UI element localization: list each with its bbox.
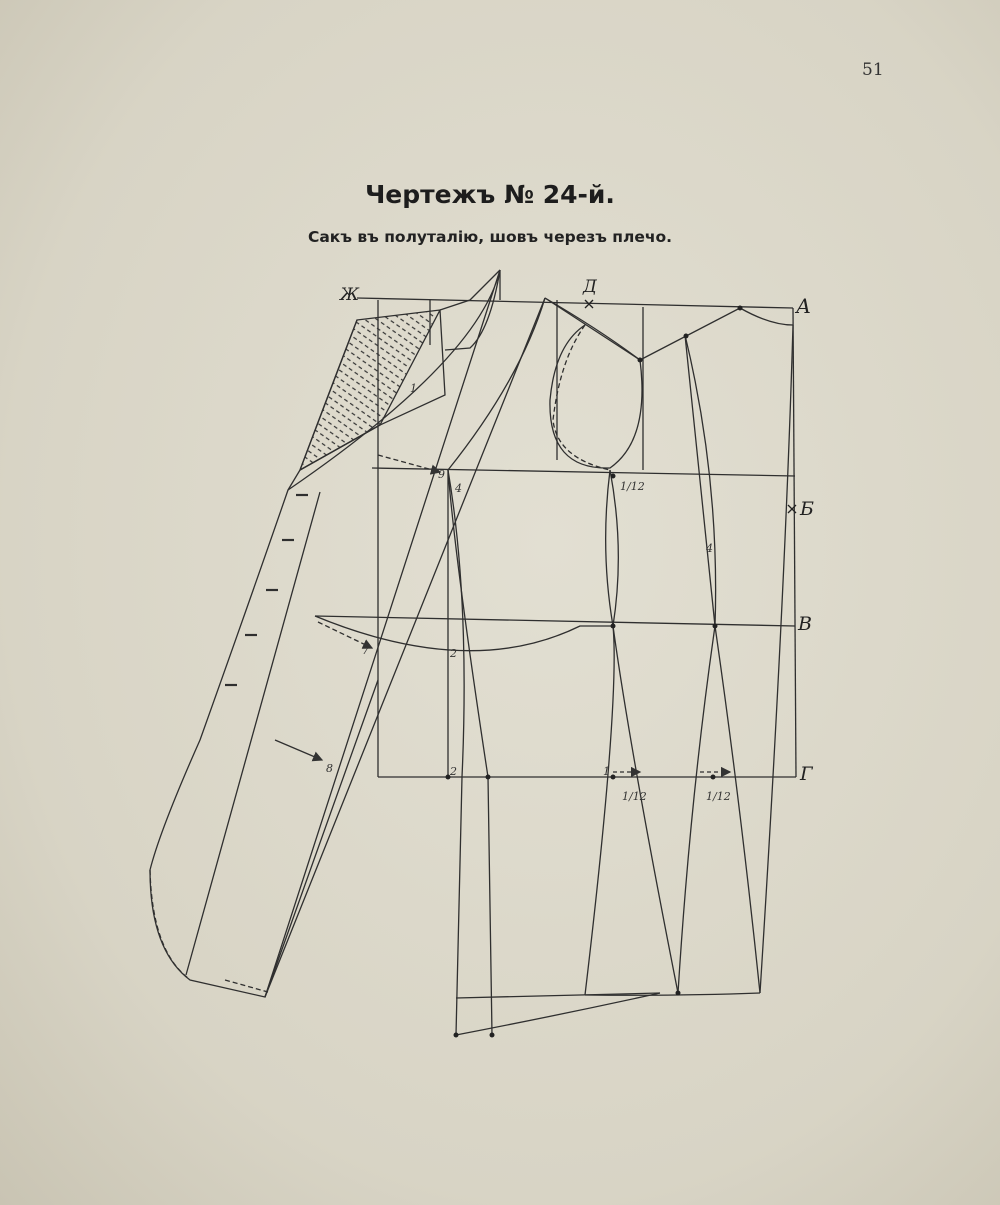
mark-8: 8 xyxy=(326,762,333,775)
mark-7: 7 xyxy=(362,644,369,657)
point-label-b: Б xyxy=(800,498,814,520)
page-number: 51 xyxy=(862,60,884,80)
cross-marks xyxy=(585,300,796,513)
drawing-title: Чертежъ № 24-й. xyxy=(365,180,615,209)
point-label-a: А xyxy=(796,294,812,318)
collar-lapel xyxy=(288,270,500,490)
point-label-zh: Ж xyxy=(340,285,360,305)
guide-arrows xyxy=(275,455,730,772)
mark-1-12-right: 1/12 xyxy=(706,790,731,803)
mark-4-back: 4 xyxy=(706,542,713,555)
back-panel xyxy=(585,325,793,995)
armhole xyxy=(545,298,642,470)
buttonhole-marks xyxy=(225,495,308,685)
mark-1-12-bottom: 1/12 xyxy=(622,790,647,803)
mark-1-12-top: 1/12 xyxy=(620,480,645,493)
point-label-v: В xyxy=(798,613,812,635)
mark-1-bottom: 1 xyxy=(603,765,610,778)
point-label-g: Г xyxy=(800,763,813,785)
mark-4-left: 4 xyxy=(455,482,462,495)
mark-1-lapel: 1 xyxy=(410,382,417,395)
drawing-subtitle: Сакъ въ полуталію, шовъ черезъ плечо. xyxy=(307,228,673,246)
mark-9: 9 xyxy=(438,468,445,481)
mark-2-hem: 2 xyxy=(450,765,457,778)
mark-2-waist: 2 xyxy=(450,647,457,660)
point-label-d: Д xyxy=(583,277,597,297)
